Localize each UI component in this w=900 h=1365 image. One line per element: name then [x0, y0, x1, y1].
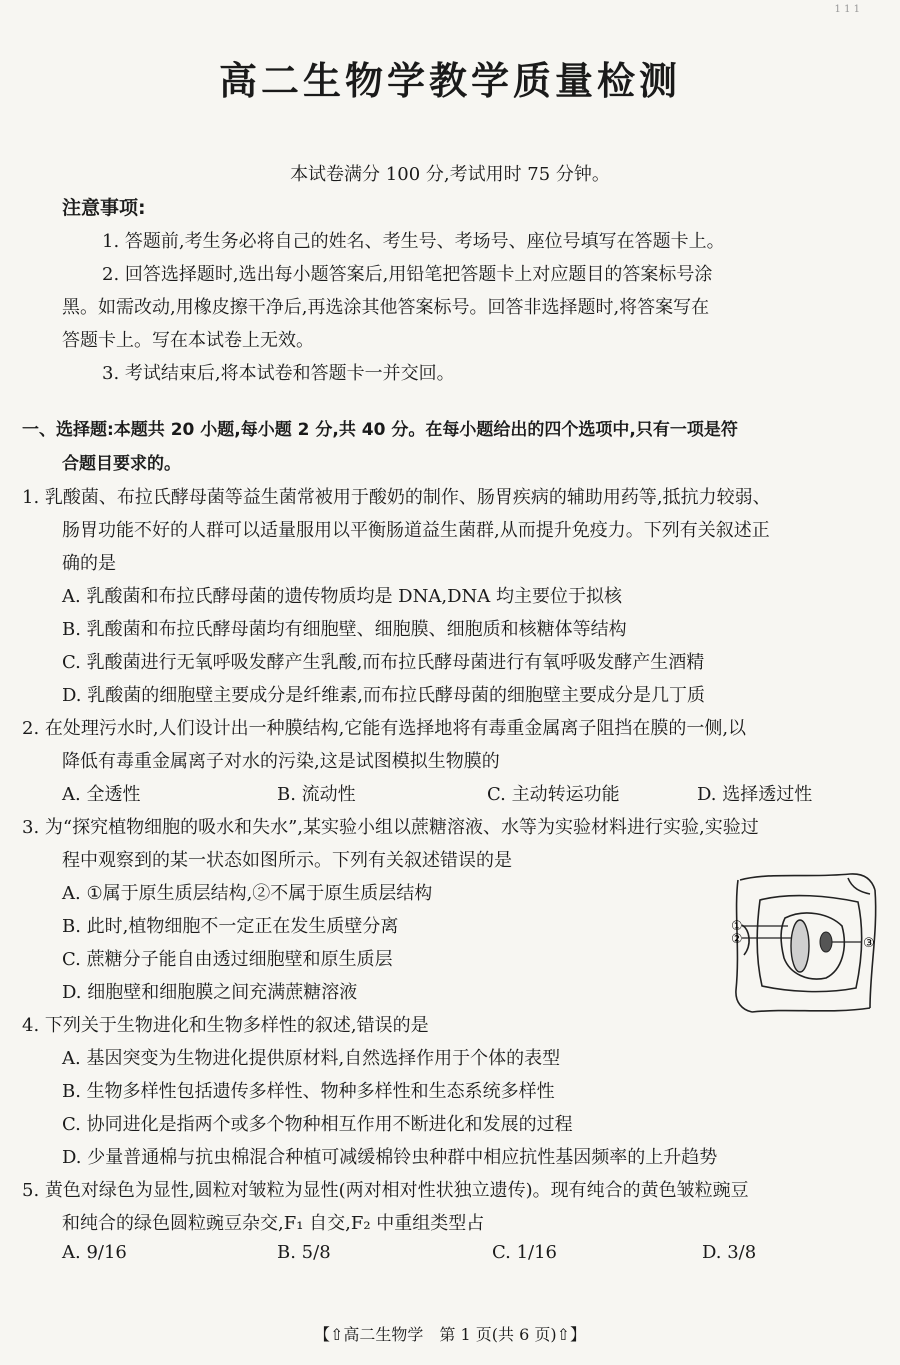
question-stem: 4. 下列关于生物进化和生物多样性的叙述,错误的是: [22, 1015, 429, 1036]
page-title: 高二生物学教学质量检测: [218, 59, 681, 103]
question-stem: 程中观察到的某一状态如图所示。下列有关叙述错误的是: [62, 850, 512, 871]
corner-mark: 1 1 1: [834, 4, 860, 15]
question-stem: 5. 黄色对绿色为显性,圆粒对皱粒为显性(两对相对性状独立遗传)。现有纯合的黄色皱粒豌豆: [22, 1180, 749, 1201]
note-line: 3. 考试结束后,将本试卷和答题卡一并交回。: [102, 363, 455, 384]
option-a: A. 基因突变为生物进化提供原材料,自然选择作用于个体的表型: [62, 1048, 561, 1069]
option-c: C. 主动转运功能: [487, 784, 620, 805]
note-line: 黑。如需改动,用橡皮擦干净后,再选涂其他答案标号。回答非选择题时,将答案写在: [62, 297, 710, 318]
question-stem: 肠胃功能不好的人群可以适量服用以平衡肠道益生菌群,从而提升免疫力。下列有关叙述正: [62, 520, 770, 541]
section-heading: 合题目要求的。: [62, 454, 181, 474]
option-a: A. 全透性: [62, 784, 141, 805]
option-c: C. 蔗糖分子能自由透过细胞壁和原生质层: [62, 949, 393, 970]
question-stem: 确的是: [62, 553, 116, 574]
option-b: B. 生物多样性包括遗传多样性、物种多样性和生态系统多样性: [62, 1081, 555, 1102]
option-c: C. 乳酸菌进行无氧呼吸发酵产生乳酸,而布拉氏酵母菌进行有氧呼吸发酵产生酒精: [62, 652, 705, 673]
note-line: 1. 答题前,考生务必将自己的姓名、考生号、考场号、座位号填写在答题卡上。: [102, 231, 725, 252]
option-d: D. 3/8: [702, 1242, 757, 1263]
option-a: A. 乳酸菌和布拉氏酵母菌的遗传物质均是 DNA,DNA 均主要位于拟核: [62, 586, 622, 607]
question-stem: 和纯合的绿色圆粒豌豆杂交,F₁ 自交,F₂ 中重组类型占: [62, 1213, 485, 1234]
plant-cell-diagram: [730, 870, 880, 1015]
option-c: C. 1/16: [492, 1242, 557, 1263]
notes-heading: 注意事项:: [62, 197, 146, 219]
option-a: A. ①属于原生质层结构,②不属于原生质层结构: [62, 883, 433, 904]
exam-info: 本试卷满分 100 分,考试用时 75 分钟。: [290, 164, 610, 185]
section-heading: 一、选择题:本题共 20 小题,每小题 2 分,共 40 分。在每小题给出的四个选项中,只有一项是符: [22, 420, 738, 440]
note-line: 2. 回答选择题时,选出每小题答案后,用铅笔把答题卡上对应题目的答案标号涂: [102, 264, 713, 285]
option-d: D. 乳酸菌的细胞壁主要成分是纤维素,而布拉氏酵母菌的细胞壁主要成分是几丁质: [62, 685, 705, 706]
question-stem: 2. 在处理污水时,人们设计出一种膜结构,它能有选择地将有毒重金属离子阻挡在膜的一侧,以: [22, 718, 747, 739]
option-c: C. 协同进化是指两个或多个物种相互作用不断进化和发展的过程: [62, 1114, 573, 1135]
page-footer: 【⇧高二生物学 第 1 页(共 6 页)⇧】: [313, 1325, 586, 1344]
question-stem: 1. 乳酸菌、布拉氏酵母菌等益生菌常被用于酸奶的制作、肠胃疾病的辅助用药等,抵抗力较弱、: [22, 487, 771, 508]
figure-label-2: ②: [731, 932, 743, 947]
option-d: D. 细胞壁和细胞膜之间充满蔗糖溶液: [62, 982, 358, 1003]
option-b: B. 流动性: [277, 784, 356, 805]
option-b: B. 此时,植物细胞不一定正在发生质壁分离: [62, 916, 399, 937]
option-b: B. 乳酸菌和布拉氏酵母菌均有细胞壁、细胞膜、细胞质和核糖体等结构: [62, 619, 627, 640]
option-d: D. 选择透过性: [697, 784, 813, 805]
option-d: D. 少量普通棉与抗虫棉混合种植可减缓棉铃虫种群中相应抗性基因频率的上升趋势: [62, 1147, 718, 1168]
option-b: B. 5/8: [277, 1242, 331, 1263]
note-line: 答题卡上。写在本试卷上无效。: [62, 330, 314, 351]
figure-label-3: ③: [863, 936, 875, 951]
figure-label-1: ①: [731, 919, 743, 934]
option-a: A. 9/16: [62, 1242, 127, 1263]
question-stem: 降低有毒重金属离子对水的污染,这是试图模拟生物膜的: [62, 751, 500, 772]
question-stem: 3. 为“探究植物细胞的吸水和失水”,某实验小组以蔗糖溶液、水等为实验材料进行实验,实验过: [22, 817, 759, 838]
